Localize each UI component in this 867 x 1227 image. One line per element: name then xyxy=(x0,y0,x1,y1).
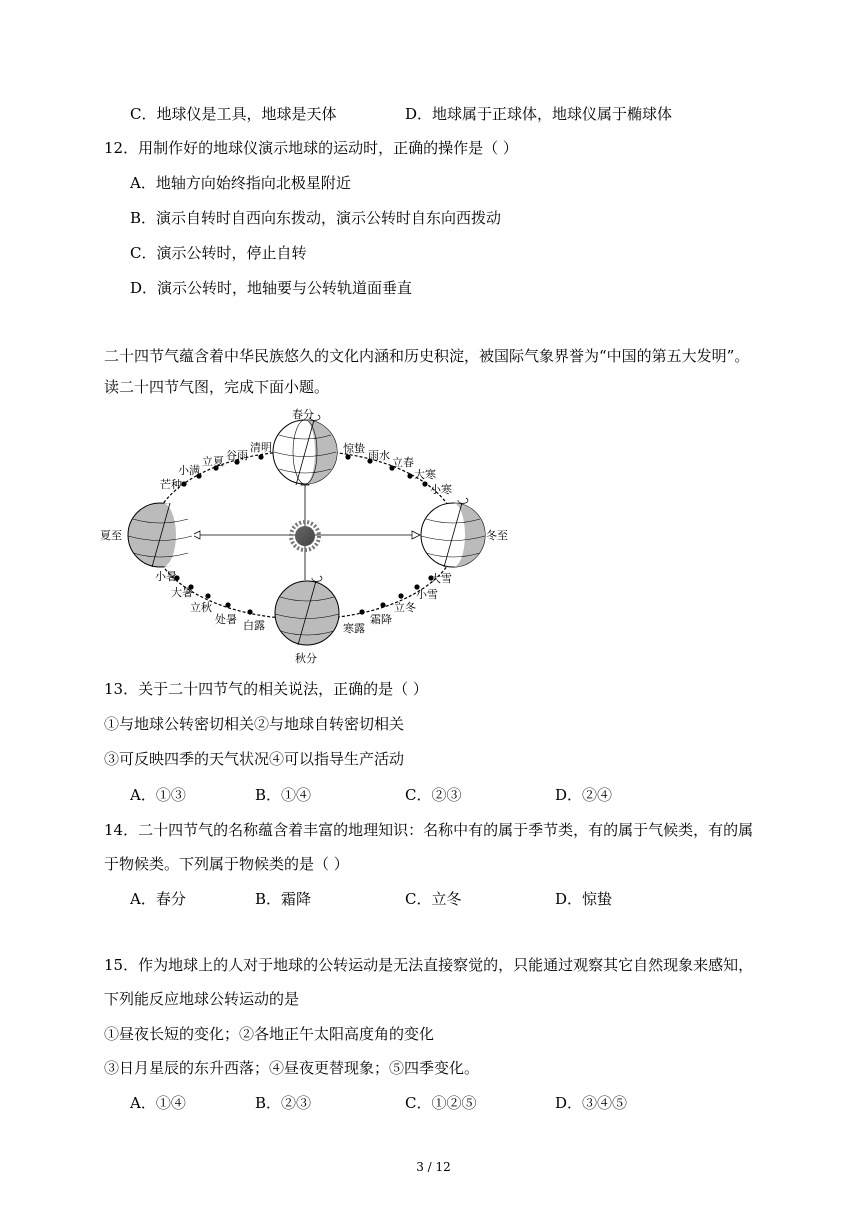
term-hanlu: 寒露 xyxy=(343,622,365,635)
solar-terms-diagram xyxy=(100,405,520,673)
q13-statement-1: ①与地球公转密切相关②与地球自转密切相关 xyxy=(104,715,405,733)
term-qingming: 清明 xyxy=(250,441,272,454)
earth-chunfen-icon xyxy=(273,415,337,485)
term-liqiu: 立秋 xyxy=(190,601,212,614)
term-dashu: 大暑 xyxy=(171,586,193,599)
term-dahan: 大寒 xyxy=(414,468,436,481)
term-qiufen: 秋分 xyxy=(295,652,317,665)
earth-xiazhi-icon xyxy=(128,503,194,567)
page-number: 3 / 12 xyxy=(416,1160,451,1174)
q11-option-d: D．地球属于正球体，地球仪属于椭球体 xyxy=(405,105,673,123)
q14-option-b: B．霜降 xyxy=(255,890,312,908)
earth-qiufen-icon xyxy=(275,576,339,645)
q15-stem-line-1: 15．作为地球上的人对于地球的公转运动是无法直接察觉的，只能通过观察其它自然现象来感知， xyxy=(104,956,754,974)
q15-statement-1: ①昼夜长短的变化；②各地正午太阳高度角的变化 xyxy=(104,1025,435,1043)
term-dongzhi: 冬至 xyxy=(486,529,508,542)
term-daxue: 大雪 xyxy=(430,572,452,585)
q12-option-d: D．演示公转时，地轴要与公转轨道面垂直 xyxy=(130,279,413,297)
q14-option-a: A．春分 xyxy=(130,890,186,908)
term-chunfen: 春分 xyxy=(292,408,314,421)
q12-option-c: C．演示公转时，停止自转 xyxy=(130,244,307,262)
term-jingzhe: 惊蛰 xyxy=(343,442,365,455)
q15-option-d: D．③④⑤ xyxy=(555,1094,628,1112)
q13-option-c: C．②③ xyxy=(405,786,462,804)
term-yushui: 雨水 xyxy=(368,449,390,462)
sun-icon xyxy=(291,522,319,550)
q12-option-a: A．地轴方向始终指向北极星附近 xyxy=(130,174,351,192)
q14-stem-line-1: 14．二十四节气的名称蕴含着丰富的地理知识：名称中有的属于季节类，有的属于气候类，有的属 xyxy=(104,821,754,839)
earth-dongzhi-icon xyxy=(421,498,485,567)
intro-line-2: 读二十四节气图，完成下面小题。 xyxy=(104,378,330,396)
term-xiazhi: 夏至 xyxy=(100,529,122,542)
q11-option-c: C．地球仪是工具，地球是天体 xyxy=(130,105,337,123)
term-lichun: 立春 xyxy=(392,456,414,469)
q15-option-c: C．①②⑤ xyxy=(405,1094,477,1112)
term-xiaohan: 小寒 xyxy=(430,483,452,496)
term-lixia: 立夏 xyxy=(202,455,224,468)
q12-option-b: B．演示自转时自西向东拨动，演示公转时自东向西拨动 xyxy=(130,209,502,227)
term-xiaoshu: 小暑 xyxy=(155,570,177,583)
solar-terms-orbit-svg xyxy=(100,405,520,673)
q12-stem: 12．用制作好的地球仪演示地球的运动时，正确的操作是（ ） xyxy=(104,139,518,157)
q13-stem: 13．关于二十四节气的相关说法，正确的是（ ） xyxy=(104,680,428,698)
q13-statement-2: ③可反映四季的天气状况④可以指导生产活动 xyxy=(104,750,405,768)
q13-option-d: D．②④ xyxy=(555,786,613,804)
term-bailu: 白露 xyxy=(243,619,265,632)
term-xiaoman: 小满 xyxy=(178,464,200,477)
q15-option-b: B．②③ xyxy=(255,1094,312,1112)
term-chushu: 处暑 xyxy=(215,613,237,626)
q15-statement-2: ③日月星辰的东升西落；④昼夜更替现象；⑤四季变化。 xyxy=(104,1059,480,1077)
term-lidong: 立冬 xyxy=(394,601,416,614)
q15-stem-line-2: 下列能反应地球公转运动的是 xyxy=(104,990,300,1008)
q13-option-a: A．①③ xyxy=(130,786,186,804)
q14-stem-line-2: 于物候类。下列属于物候类的是（ ） xyxy=(104,855,349,873)
term-guyu: 谷雨 xyxy=(226,449,248,462)
term-mangzhong: 芒种 xyxy=(160,478,182,491)
intro-line-1: 二十四节气蕴含着中华民族悠久的文化内涵和历史积淀，被国际气象界誉为“中国的第五大发明”。 xyxy=(104,347,750,365)
term-xiaoxue: 小雪 xyxy=(416,588,438,601)
q13-option-b: B．①④ xyxy=(255,786,312,804)
q14-option-c: C．立冬 xyxy=(405,890,462,908)
term-shuangjiang: 霜降 xyxy=(370,613,392,626)
q14-option-d: D．惊蛰 xyxy=(555,890,613,908)
q15-option-a: A．①④ xyxy=(130,1094,186,1112)
